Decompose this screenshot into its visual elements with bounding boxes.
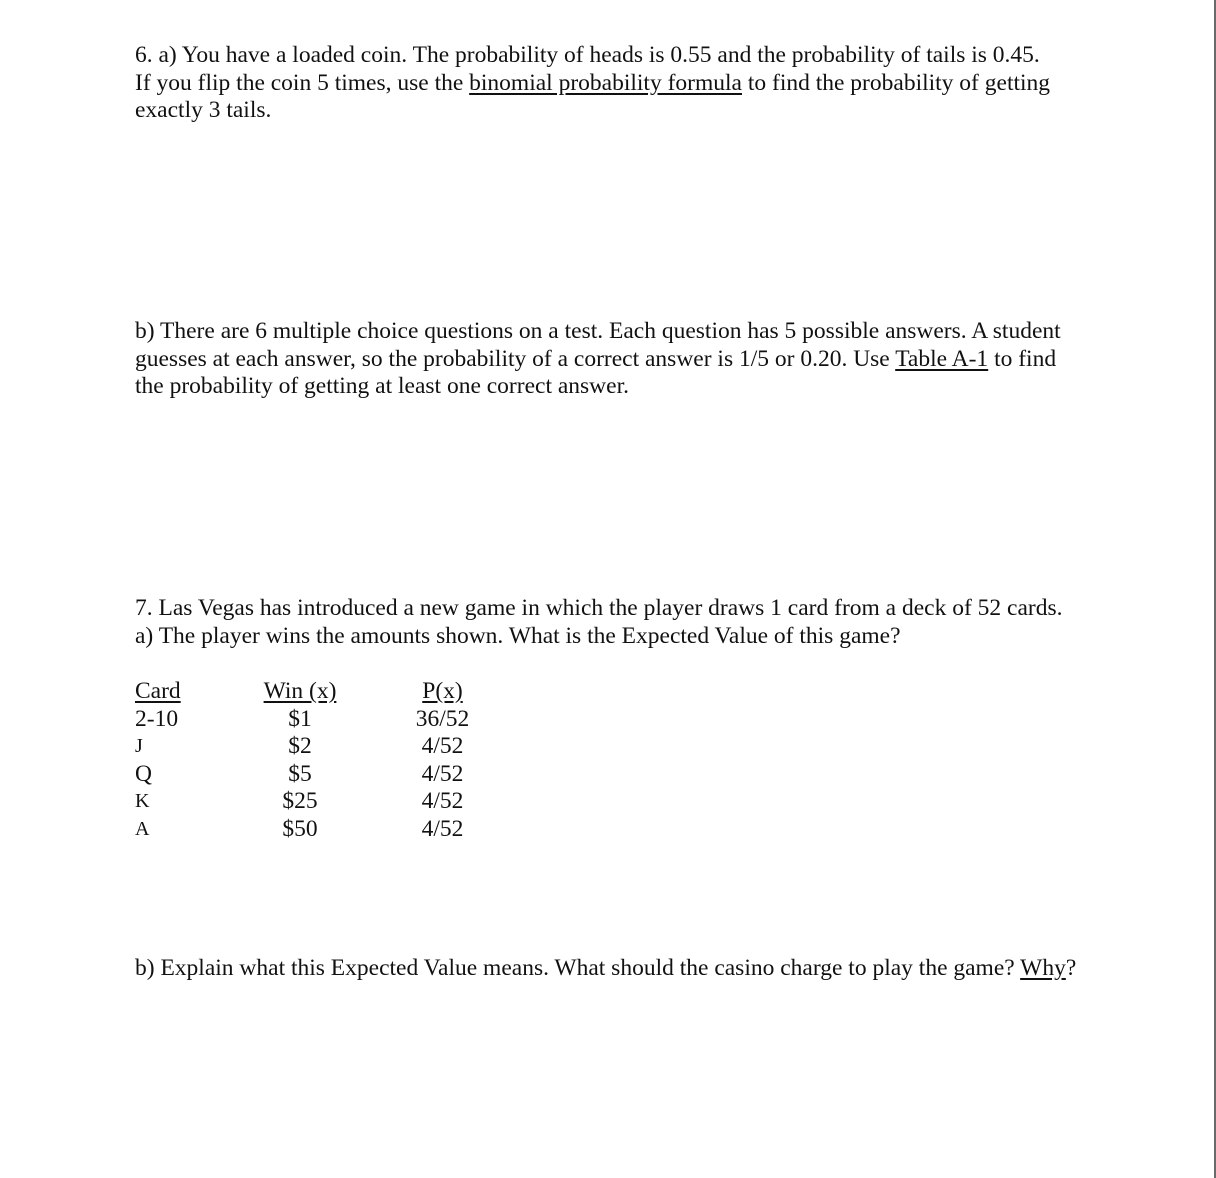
table-cell-card: Q: [135, 760, 152, 787]
table-header-card: Card: [135, 678, 181, 704]
question-6a-text: 6. a) You have a loaded coin. The probability of heads is 0.55 and the probability of tails is 0.45. If you flip the coin 5 times, use the: [135, 42, 1040, 96]
table-column-card: [135, 678, 215, 843]
table-cell-win: $1: [288, 705, 312, 732]
table-header-probability: P(x): [422, 678, 463, 704]
table-cell-win: $50: [282, 815, 318, 842]
table-cell-probability: 4/52: [421, 788, 464, 814]
question-6a-text-end: to find the probability of getting exactly 3 tails.: [135, 69, 1051, 123]
table-cell-card: A: [135, 817, 150, 840]
question-6b-text: b) There are 6 multiple choice questions on a test. Each question has 5 possible answers. A student guesses at each answer, so the probability of a correct answer is 1/5 or 0.20. Use: [135, 318, 1061, 372]
question-6a: [135, 42, 1135, 125]
binomial-formula-underlined: binomial probability formula: [469, 69, 742, 96]
question-7b: [135, 955, 1155, 983]
table-header-win: Win (x): [263, 678, 337, 704]
table-cell-win: $2: [288, 733, 312, 759]
table-cell-probability: 4/52: [421, 733, 464, 759]
table-cell-win: $25: [282, 788, 318, 814]
table-cell-card: J: [135, 735, 143, 757]
table-a1-underlined: Table A-1: [895, 345, 989, 372]
table-cell-card: K: [135, 790, 150, 812]
why-underlined: Why: [1020, 955, 1066, 981]
question-6b: [135, 318, 1135, 401]
question-6b-text-end: to find the probability of getting at least one correct answer.: [135, 345, 1057, 399]
question-7b-text-end: ?: [1065, 955, 1077, 981]
table-cell-win: $5: [288, 760, 312, 787]
table-column-probability: [400, 678, 485, 843]
table-cell-card: 2-10: [135, 705, 179, 732]
table-cell-probability: 4/52: [421, 815, 464, 842]
table-column-win: [250, 678, 350, 843]
table-cell-probability: 4/52: [421, 760, 464, 787]
question-7b-text: b) Explain what this Expected Value means. What should the casino charge to play the game?: [135, 955, 1021, 981]
table-cell-probability: 36/52: [415, 705, 470, 732]
question-7-intro: 7. Las Vegas has introduced a new game in which the player draws 1 card from a deck of 52 cards. a) The player wins the amounts shown. What is the Expected Value of this game?: [135, 595, 1063, 649]
